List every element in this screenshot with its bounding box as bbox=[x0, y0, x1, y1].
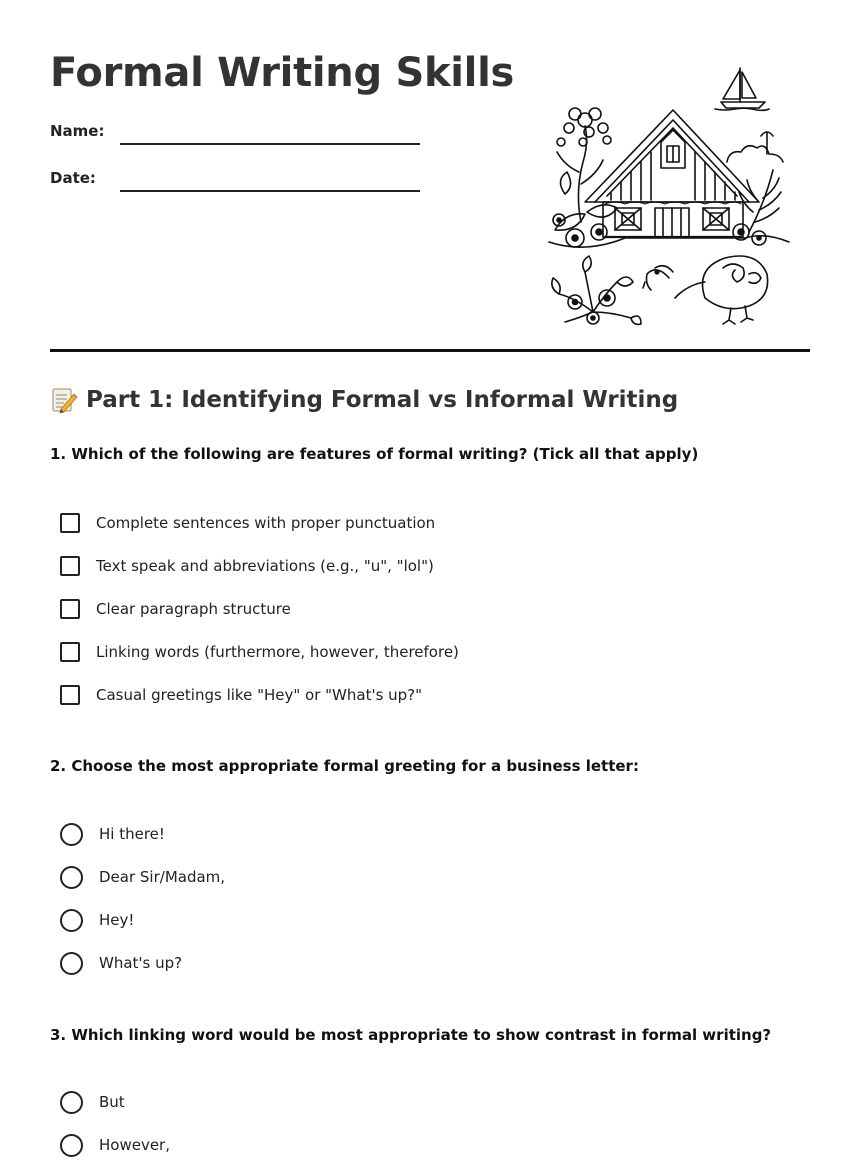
q1-option-4-label: Linking words (furthermore, however, therefore) bbox=[96, 643, 459, 661]
part1-title: Part 1: Identifying Formal vs Informal Writing bbox=[86, 387, 679, 413]
q2-option-2[interactable] bbox=[60, 865, 225, 889]
q2-option-2-label: Dear Sir/Madam, bbox=[99, 868, 226, 886]
q2-option-3[interactable] bbox=[60, 908, 134, 932]
cloud-icon bbox=[727, 132, 783, 162]
q2-option-1[interactable] bbox=[60, 822, 165, 846]
q3-option-1[interactable] bbox=[60, 1090, 125, 1114]
q1-option-4[interactable] bbox=[60, 640, 459, 664]
q2-option-4-label: What's up? bbox=[99, 954, 183, 972]
date-label: Date: bbox=[50, 169, 96, 187]
q1-checkbox-5[interactable] bbox=[60, 685, 80, 705]
q3-option-2-label: However, bbox=[99, 1136, 170, 1154]
question-2-text: 2. Choose the most appropriate formal greeting for a business letter: bbox=[50, 757, 639, 775]
name-label: Name: bbox=[50, 122, 105, 140]
sailboat-icon bbox=[715, 68, 769, 110]
section-divider bbox=[50, 349, 810, 352]
q3-radio-1[interactable] bbox=[60, 1091, 83, 1114]
q2-radio-1[interactable] bbox=[60, 823, 83, 846]
q1-option-3[interactable] bbox=[60, 597, 291, 621]
house-kiwi-illustration bbox=[545, 62, 795, 327]
q1-checkbox-1[interactable] bbox=[60, 513, 80, 533]
q1-checkbox-2[interactable] bbox=[60, 556, 80, 576]
question-3-text: 3. Which linking word would be most appropriate to show contrast in formal writing? bbox=[50, 1026, 772, 1044]
q2-option-4[interactable] bbox=[60, 951, 182, 975]
q3-option-1-label: But bbox=[99, 1093, 125, 1111]
q1-checkbox-4[interactable] bbox=[60, 642, 80, 662]
memo-pencil-icon bbox=[50, 386, 78, 414]
q1-checkbox-3[interactable] bbox=[60, 599, 80, 619]
q1-option-2-label: Text speak and abbreviations (e.g., "u", "lol") bbox=[96, 557, 434, 575]
q1-option-5-label: Casual greetings like "Hey" or "What's up?" bbox=[96, 686, 423, 704]
date-field[interactable] bbox=[120, 190, 420, 192]
q3-option-2[interactable] bbox=[60, 1133, 170, 1157]
flower-bush-icon bbox=[552, 256, 641, 324]
q1-option-5[interactable] bbox=[60, 683, 422, 707]
q2-radio-4[interactable] bbox=[60, 952, 83, 975]
house-icon bbox=[585, 110, 759, 237]
q2-option-1-label: Hi there! bbox=[99, 825, 165, 843]
q1-option-1-label: Complete sentences with proper punctuation bbox=[96, 514, 436, 532]
q1-option-1[interactable] bbox=[60, 511, 435, 535]
q3-radio-2[interactable] bbox=[60, 1134, 83, 1157]
q1-option-3-label: Clear paragraph structure bbox=[96, 600, 291, 618]
worksheet-title: Formal Writing Skills bbox=[50, 50, 514, 96]
q2-radio-3[interactable] bbox=[60, 909, 83, 932]
kiwi-bird-icon bbox=[643, 256, 768, 324]
part1-heading bbox=[50, 386, 678, 414]
q2-radio-2[interactable] bbox=[60, 866, 83, 889]
question-1-text: 1. Which of the following are features of formal writing? (Tick all that apply) bbox=[50, 445, 699, 463]
flower-tree-icon bbox=[549, 108, 789, 247]
name-field[interactable] bbox=[120, 143, 420, 145]
q1-option-2[interactable] bbox=[60, 554, 434, 578]
q2-option-3-label: Hey! bbox=[99, 911, 135, 929]
